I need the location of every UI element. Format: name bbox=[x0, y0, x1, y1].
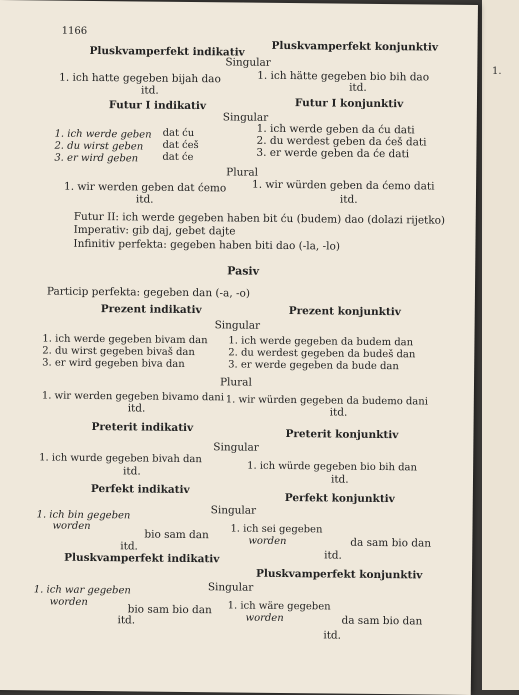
plusq2-konj-title: Pluskvamperfekt konjunktiv bbox=[255, 567, 423, 582]
plusq2-ind-line2: worden bbox=[49, 596, 88, 608]
fut-ind-2-tr: dat ćeš bbox=[162, 139, 199, 152]
prez-ind-3: 3. er wird gegeben biva dan bbox=[42, 357, 185, 370]
plusq-konj-itd: itd. bbox=[349, 81, 367, 94]
fut-ind-2: 2. du wirst geben bbox=[54, 140, 144, 153]
pret-konj-line: 1. ich würde gegeben bio bih dan bbox=[247, 460, 418, 474]
particip-line: Particip perfekta: gegeben dan (-a, -o) bbox=[46, 285, 251, 300]
plusq-ind-line: 1. ich hatte gegeben bijah dao bbox=[59, 71, 221, 86]
perf-ind-itd: itd. bbox=[120, 540, 138, 553]
facing-page-fragment: 1. bbox=[492, 66, 502, 77]
plural-label: Plural bbox=[219, 376, 252, 389]
pret-konj-itd: itd. bbox=[330, 473, 349, 486]
fut-ind-3: 3. er wird geben bbox=[54, 152, 139, 165]
perf-konj-line2: worden bbox=[248, 535, 287, 548]
prez-pl-ind-itd: itd. bbox=[127, 402, 146, 415]
facing-page bbox=[482, 0, 519, 690]
perf-konj-title: Perfekt konjunktiv bbox=[284, 492, 395, 506]
pret-ind-line: 1. ich wurde gegeben bivah dan bbox=[39, 452, 202, 466]
fut-pl-ind: 1. wir werden geben dat ćemo bbox=[63, 180, 227, 195]
fut-ind-1: 1. ich werde geben bbox=[54, 128, 152, 141]
page-number: 1166 bbox=[61, 25, 88, 37]
plusq2-ind-tr: bio sam bio dan bbox=[127, 603, 212, 617]
fut-konj-3: 3. er werde geben da će dati bbox=[256, 146, 410, 161]
plusq2-konj-line1: 1. ich wäre gegeben bbox=[227, 600, 331, 613]
futur-2-line: Futur II: ich werde gegeben haben bit ću (budem) dao (dolazi rijetko) bbox=[73, 210, 446, 227]
fut-konj-1: 1. ich werde geben da ću dati bbox=[256, 122, 415, 137]
fut-konj-2: 2. du werdest geben da ćeš dati bbox=[256, 134, 427, 149]
plusq-konj-title: Pluskvamperfekt konjunktiv bbox=[271, 39, 439, 54]
perf-konj-line1: 1. ich sei gegeben bbox=[230, 523, 323, 536]
prez-konj-3: 3. er werde gegeben da bude dan bbox=[228, 359, 399, 373]
plusq2-ind-title: Pluskvamperfekt indikativ bbox=[64, 551, 220, 566]
plural-label: Plural bbox=[226, 166, 259, 179]
plusq2-konj-line2: worden bbox=[245, 612, 284, 625]
singular-label: Singular bbox=[213, 441, 259, 454]
prez-ind-1: 1. ich werde gegeben bivam dan bbox=[42, 333, 208, 347]
plusq-ind-title: Pluskvamperfekt indikativ bbox=[89, 44, 245, 59]
plusq2-ind-itd: itd. bbox=[117, 614, 136, 627]
fut-pl-konj-itd: itd. bbox=[339, 193, 358, 206]
prez-pl-ind: 1. wir werden gegeben bivamo dani bbox=[41, 390, 225, 404]
plusq2-ind-line1: 1. ich war gegeben bbox=[33, 584, 131, 597]
fut-ind-3-tr: dat će bbox=[162, 151, 194, 164]
prez-konj-1: 1. ich werde gegeben da budem dan bbox=[228, 335, 414, 349]
perf-konj-tr: da sam bio dan bbox=[350, 536, 432, 550]
pret-ind-itd: itd. bbox=[123, 465, 141, 478]
perf-konj-itd: itd. bbox=[324, 549, 342, 562]
prez-ind-title: Prezent indikativ bbox=[100, 303, 202, 317]
fut-konj-title: Futur I konjunktiv bbox=[294, 97, 404, 111]
plusq2-konj-itd: itd. bbox=[323, 629, 342, 642]
plusq-ind-itd: itd. bbox=[140, 84, 159, 97]
prez-konj-title: Prezent konjunktiv bbox=[288, 305, 401, 319]
plusq2-konj-tr: da sam bio dan bbox=[341, 614, 423, 628]
prez-pl-konj-itd: itd. bbox=[329, 406, 348, 419]
pret-ind-title: Preterit indikativ bbox=[91, 420, 194, 435]
infinitiv-line: Infinitiv perfekta: gegeben haben biti dao (-la, -lo) bbox=[73, 237, 341, 253]
pasiv-heading: Pasiv bbox=[227, 264, 260, 278]
singular-label: Singular bbox=[222, 111, 269, 124]
imperativ-line: Imperativ: gib daj, gebet dajte bbox=[73, 223, 236, 238]
perf-ind-line2: worden bbox=[52, 520, 91, 532]
prez-konj-2: 2. du werdest gegeben da budeš dan bbox=[228, 347, 416, 361]
pret-konj-title: Preterit konjunktiv bbox=[285, 428, 399, 442]
fut-pl-konj: 1. wir würden geben da ćemo dati bbox=[252, 178, 435, 193]
prez-ind-2: 2. du wirst gegeben bivaš dan bbox=[42, 345, 195, 359]
perf-ind-title: Perfekt indikativ bbox=[90, 482, 190, 497]
singular-label: Singular bbox=[207, 581, 254, 594]
singular-label: Singular bbox=[214, 319, 261, 332]
singular-label: Singular bbox=[210, 504, 257, 517]
singular-label: Singular bbox=[225, 56, 271, 69]
fut-ind-title: Futur I indikativ bbox=[108, 99, 207, 113]
plusq-konj-line: 1. ich hätte gegeben bio bih dao bbox=[257, 69, 430, 84]
prez-pl-konj: 1. wir würden gegeben da budemo dani bbox=[225, 394, 428, 408]
perf-ind-line1: 1. ich bin gegeben bbox=[36, 509, 131, 522]
perf-ind-tr: bio sam dan bbox=[144, 528, 209, 542]
fut-pl-ind-itd: itd. bbox=[135, 193, 154, 206]
fut-ind-1-tr: dat ću bbox=[162, 127, 195, 140]
